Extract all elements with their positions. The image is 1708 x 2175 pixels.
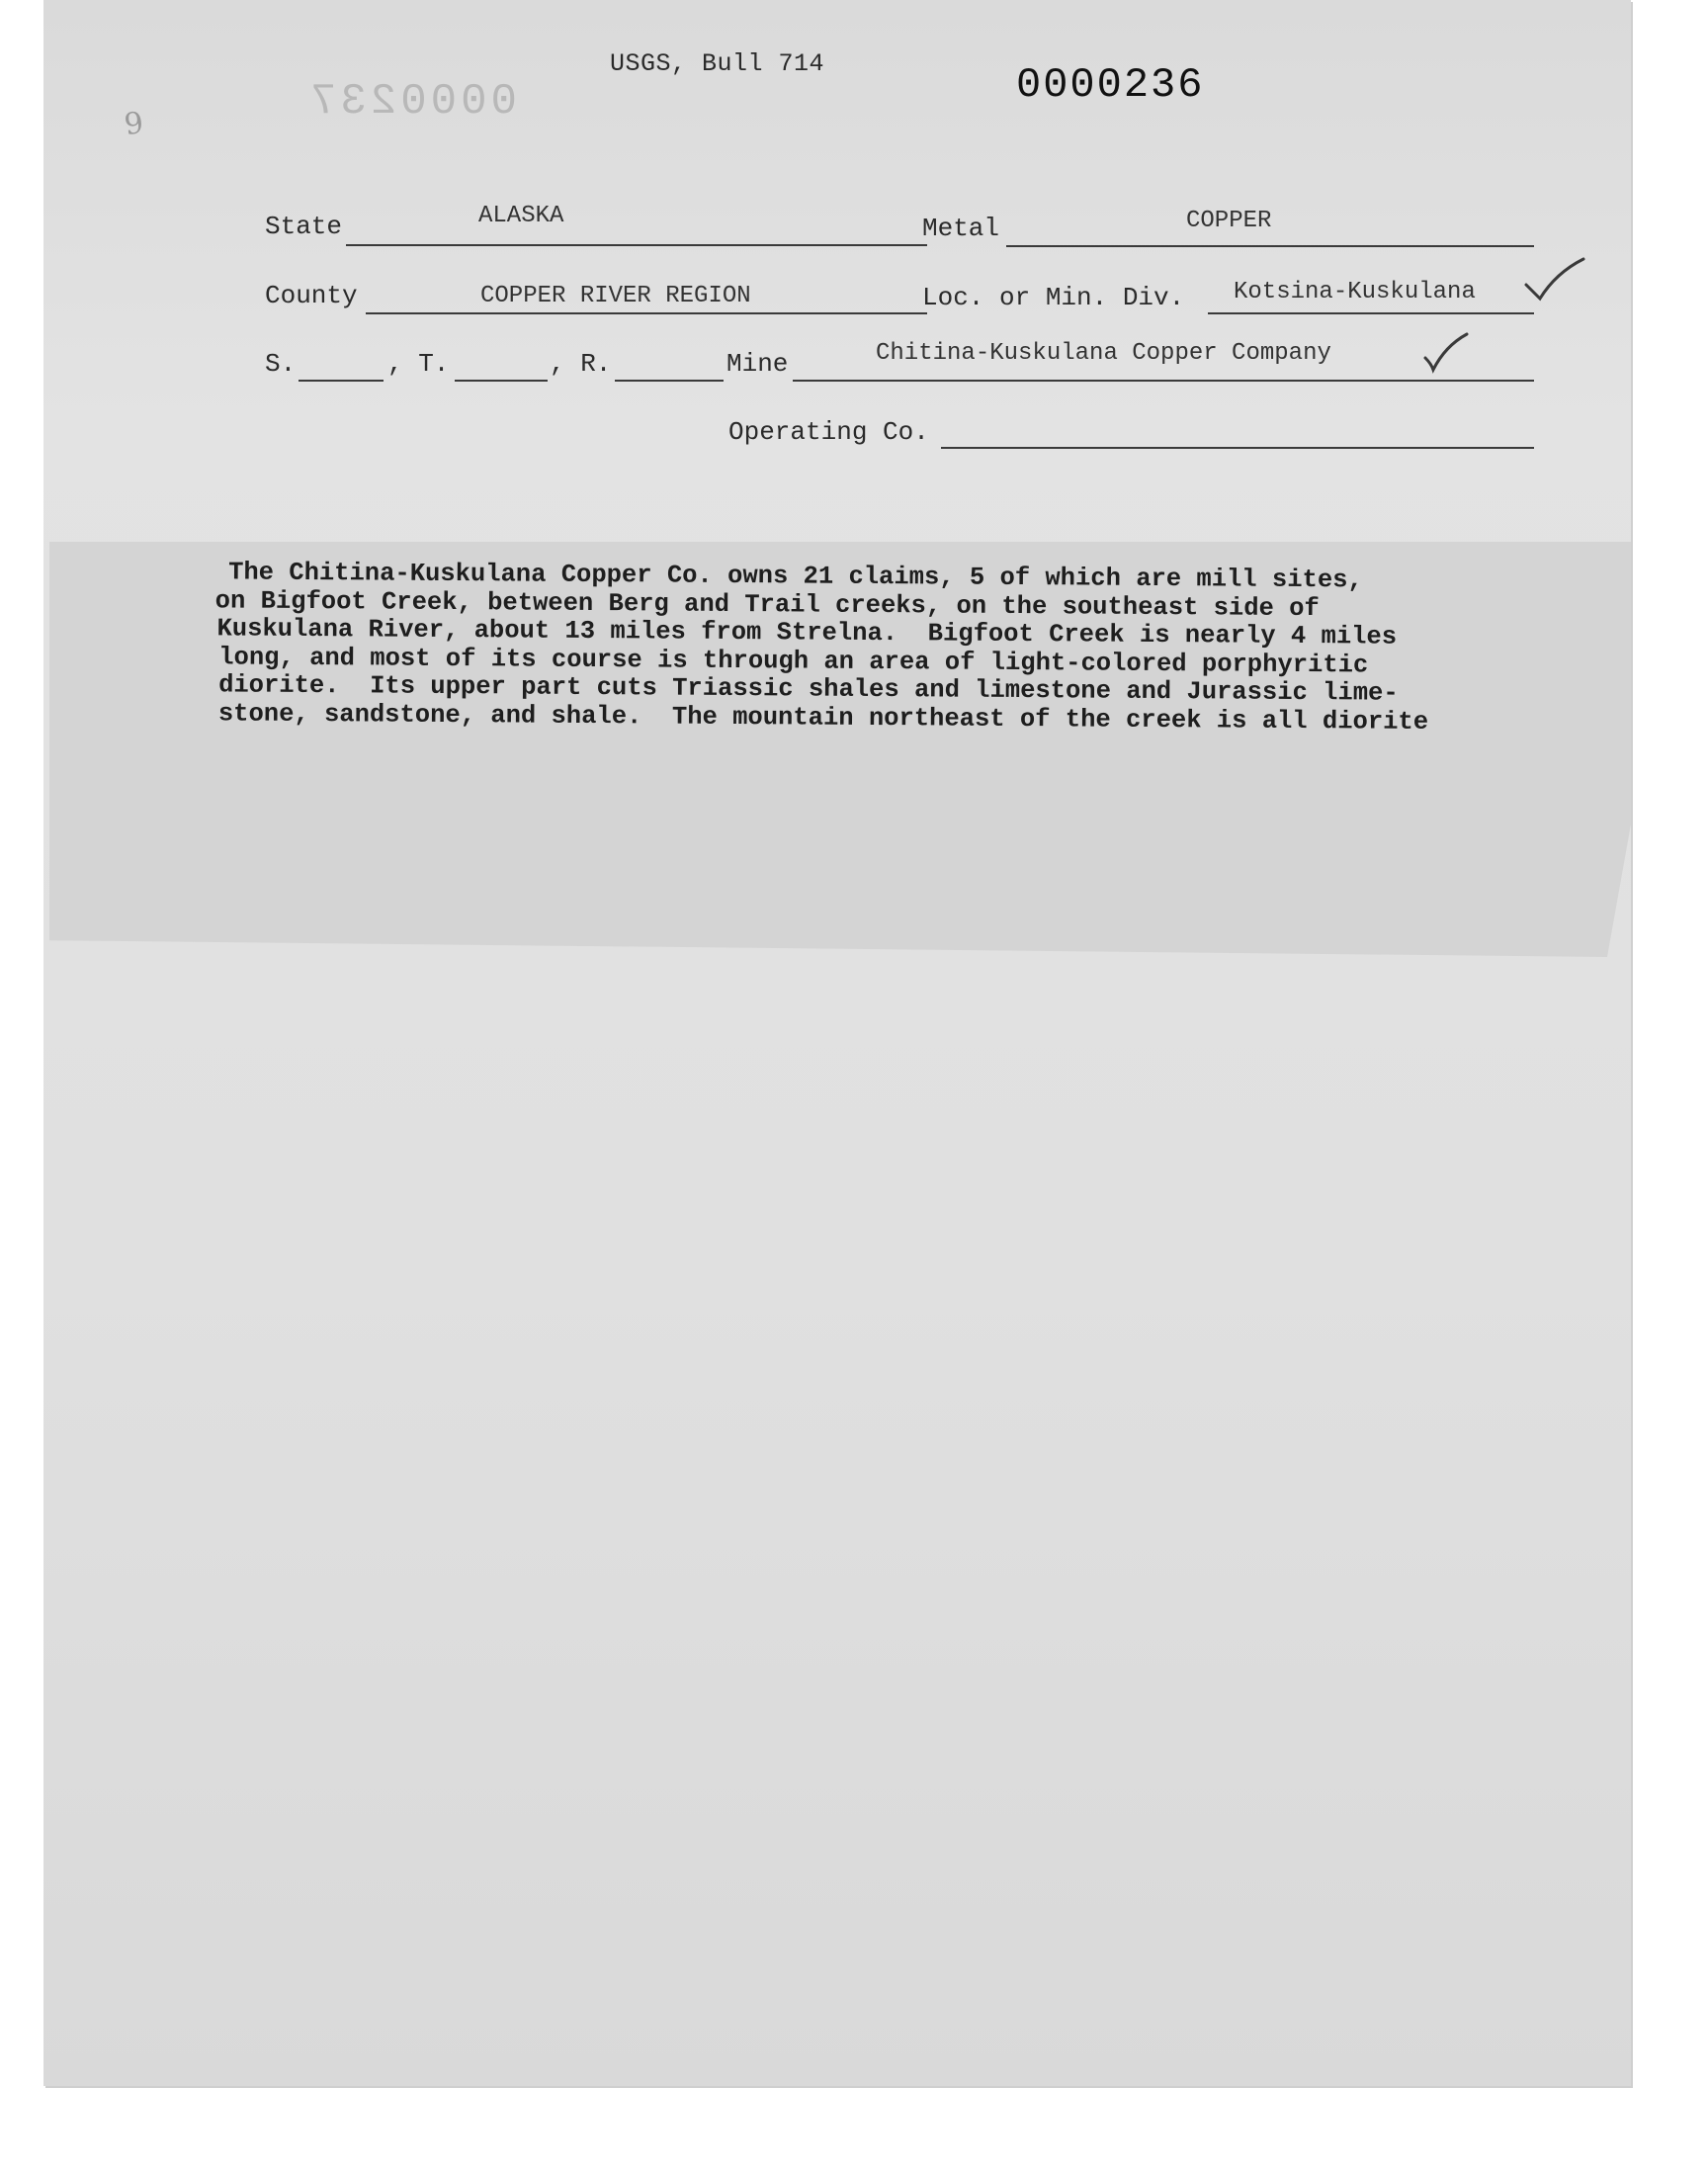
section-label: S.: [265, 349, 297, 379]
township-underline: [455, 380, 548, 382]
loc-label: Loc. or Min. Div.: [922, 283, 1185, 312]
slip-line-1: The Chitina-Kuskulana Copper Co. owns 21 claims, 5 of which are mill sites,: [167, 558, 1363, 595]
state-label: State: [265, 212, 343, 241]
checkmark-icon: [1421, 330, 1471, 374]
mine-value: Chitina-Kuskulana Copper Company: [876, 340, 1331, 367]
loc-value: Kotsina-Kuskulana: [1234, 279, 1476, 305]
metal-label: Metal: [922, 214, 1000, 243]
slip-line-3: Kuskulana River, about 13 miles from Strelna. Bigfoot Creek is nearly 4 miles: [216, 614, 1398, 652]
county-label: County: [265, 281, 358, 310]
metal-value: COPPER: [1186, 208, 1272, 234]
slip-line-2: on Bigfoot Creek, between Berg and Trail creeks, on the southeast side of: [214, 585, 1320, 623]
section-underline: [299, 380, 384, 382]
range-underline: [615, 380, 724, 382]
county-underline: [366, 312, 927, 314]
slip-text: [167, 559, 1552, 738]
mine-label: Mine: [726, 349, 789, 379]
bulletin-reference: USGS, Bull 714: [610, 49, 825, 78]
mine-underline: [793, 380, 1534, 382]
state-value: ALASKA: [478, 203, 564, 229]
state-underline: [346, 244, 927, 246]
operating-co-label: Operating Co.: [728, 417, 929, 447]
county-value: COPPER RIVER REGION: [480, 283, 751, 309]
checkmark-icon: [1522, 255, 1587, 303]
card-number: 0000236: [1016, 61, 1205, 109]
range-label: , R.: [550, 349, 612, 379]
pencil-mark: 9: [122, 105, 146, 143]
metal-underline: [1006, 245, 1534, 247]
slip-line-6: stone, sandstone, and shale. The mountain northeast of the creek is all diorite: [217, 698, 1429, 737]
operating-co-underline: [941, 447, 1534, 449]
bleed-through-number: 0000237: [306, 77, 517, 127]
loc-underline: [1208, 312, 1534, 314]
township-label: , T.: [387, 349, 450, 379]
slip-line-4: long, and most of its course is through an area of light-colored porphyritic: [218, 642, 1369, 679]
slip-line-5: diorite. Its upper part cuts Triassic shales and limestone and Jurassic lime-: [218, 670, 1399, 708]
